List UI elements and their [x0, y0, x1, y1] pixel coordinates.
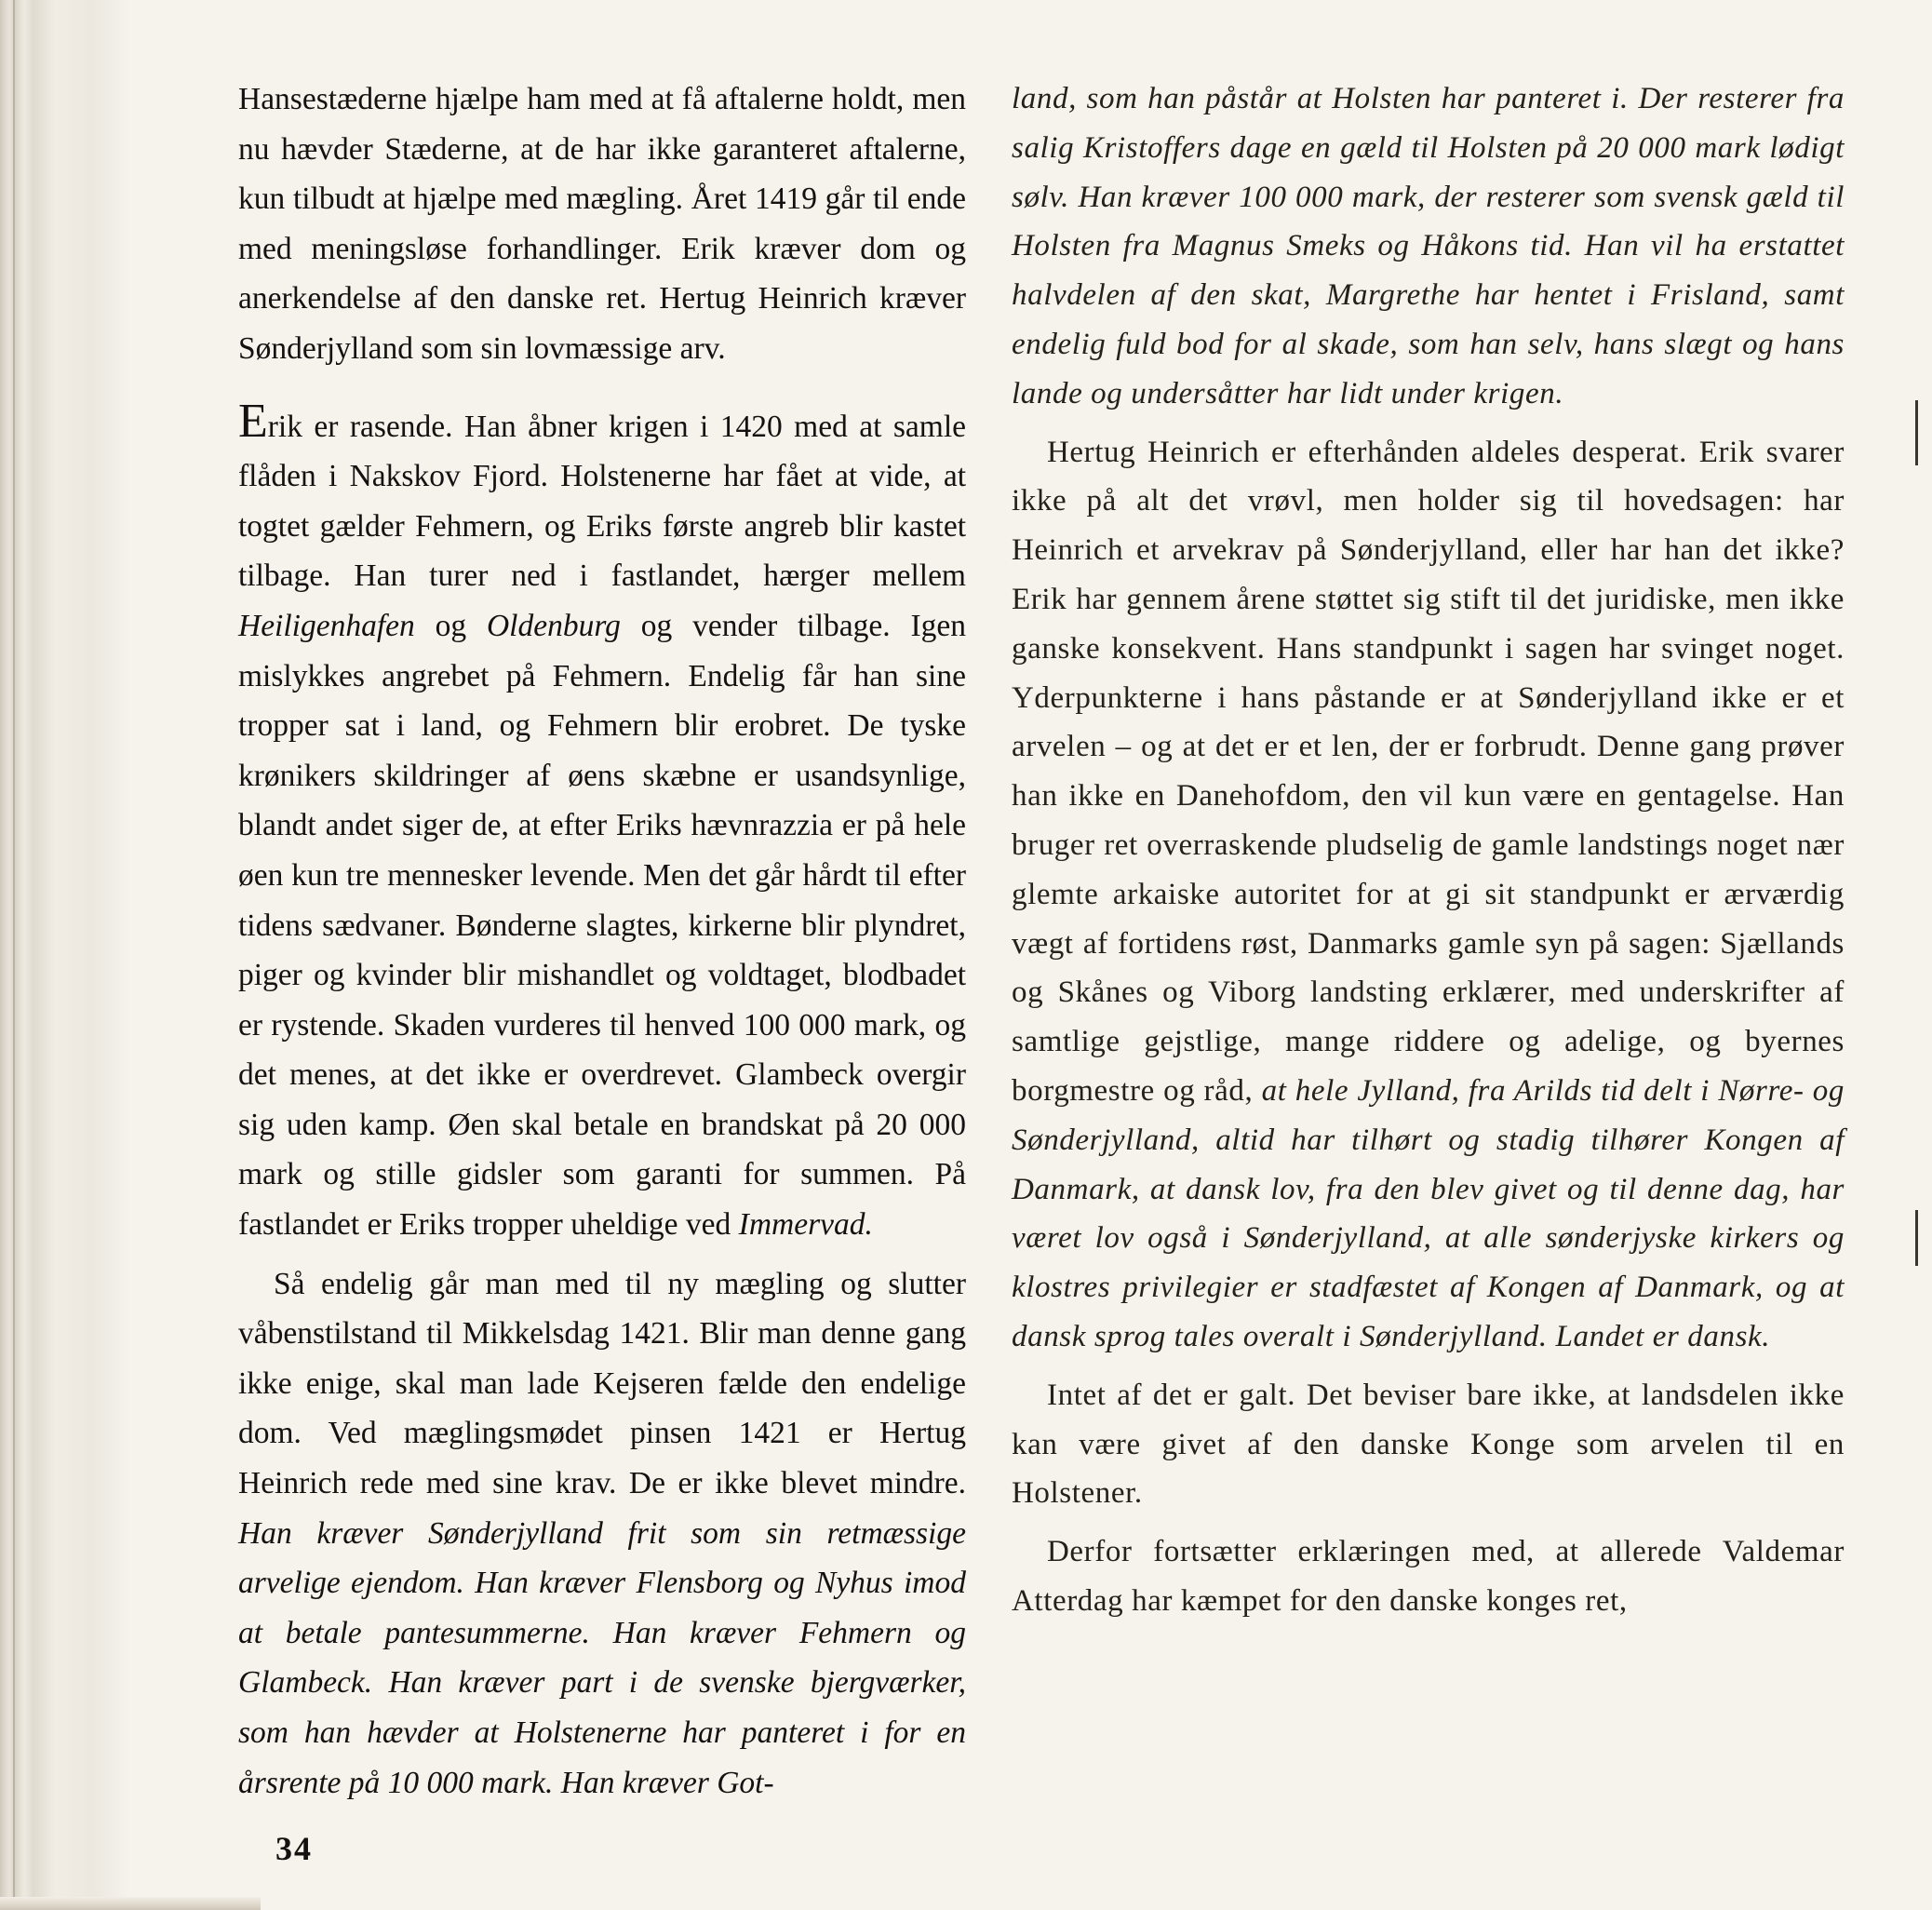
- page-edge-line: [13, 0, 15, 1910]
- page-number: 34: [275, 1830, 313, 1867]
- text-run: Hansestæderne hjælpe ham med at få aftalerne holdt, men nu hævder Stæderne, at de har ikke garanteret aftalerne, kun tilbudt at hjælpe med mægling. Året 1419 går til ende med meningsløse forhandlinger. Erik kræver dom og anerkendelse af den danske ret. Hertug Heinrich kræver Sønderjylland som sin lovmæssige arv.: [238, 82, 966, 366]
- book-page-edge: [0, 0, 130, 1910]
- text-run: Så endelig går man med til ny mægling og slutter våbenstilstand til Mikkelsdag 1421. Blir man denne gang ikke enige, skal man lade Kejseren fælde den endelige dom. Ved mæglingsmødet pinsen 1421 er Hertug Heinrich rede med sine krav. De er ikke blevet mindre.: [238, 1266, 966, 1501]
- text-run: og vender tilbage. Igen mislykkes angrebet på Fehmern. Endelig får han sine tropper sat i land, og Fehmern blir erobret. De tyske krønikers skildringer af øens skæbne er usandsynlige, blandt andet siger de, at efter Eriks hævnrazzia er på hele øen kun tre mennesker levende. Men det går hårdt til efter tidens sædvaner. Bønderne slagtes, kirkerne blir plyndret, piger og kvinder blir mishandlet og voldtaget, blodbadet er rystende. Skaden vurderes til henved 100 000 mark, og det menes, at det ikke er overdrevet. Glambeck overgir sig uden kamp. Øen skal betale en brandskat på 20 000 mark og stille gidsler som garanti for summen. På fastlandet er Eriks tropper uheldige ved: [238, 608, 967, 1243]
- paragraph: [1012, 1371, 1845, 1518]
- italic-text-run: Immervad.: [738, 1207, 873, 1243]
- italic-text-run: land, som han påstår at Holsten har panteret i. Der resterer fra salig Kristoffers dage en gæld til Holsten på 20 000 mark lødigt sølv. Han kræver 100 000 mark, der resterer som svensk gæld til Holsten fra Magnus Smeks og Håkons tid. Han vil ha erstattet halvdelen af den skat, Margrethe har hentet i Frisland, samt endelig fuld bod for al skade, som han selv, hans slægt og hans lande og undersåtter har lidt under krigen.: [1012, 82, 1845, 410]
- text-run: rik er rasende. Han åbner krigen i 1420 med at samle flåden i Nakskov Fjord. Holstenerne har fået at vide, at togtet gælder Fehmern, og Eriks første angreb blir kastet tilbage. Han turer ned i fastlandet, hærger mellem: [238, 409, 966, 594]
- italic-text-run: Heiligenhafen: [238, 608, 415, 643]
- text-run: og: [414, 608, 487, 643]
- paragraph: [1012, 1527, 1845, 1626]
- paragraph: [1012, 428, 1845, 1362]
- binding-mark: [1915, 1210, 1918, 1266]
- binding-mark: [1915, 400, 1918, 465]
- italic-text-run: Oldenburg: [486, 608, 621, 643]
- paragraph: [1012, 74, 1845, 419]
- italic-text-run: Han kræver Sønderjylland frit som sin retmæssige arvelige ejendom. Han kræver Flensborg og Nyhus imod at betale pantesummerne. Han kræver Fehmern og Glambeck. Han kræver part i de svenske bjergværker, som han hævder at Holstenerne har panteret i for en årsrente på 10 000 mark. Han kræver Got-: [238, 1515, 966, 1800]
- text-run: Intet af det er galt. Det beviser bare ikke, at landsdelen ikke kan være givet af den danske Konge som arvelen til en Holstener.: [1012, 1378, 1845, 1511]
- right-page-text: [1012, 74, 1845, 1626]
- italic-text-run: at hele Jylland, fra Arilds tid delt i Nørre- og Sønderjylland, altid har tilhørt og stadig tilhører Kongen af Danmark, at dansk lov, fra den blev givet og til denne dag, har været lov også i Sønderjylland, at alle sønderjyske kirkers og klostres privilegier er stadfæstet af Kongen af Danmark, og at dansk sprog tales overalt i Sønderjylland. Landet er dansk.: [1012, 1073, 1845, 1353]
- text-run: Hertug Heinrich er efterhånden aldeles desperat. Erik svarer ikke på alt det vrøvl, men holder sig til hovedsagen: har Heinrich et arvekrav på Sønderjylland, eller har han det ikke? Erik har gennem årene støttet sig stift til det juridiske, men ikke ganske konsekvent. Hans standpunkt i sagen har svinget noget. Yderpunkterne i hans påstande er at Sønderjylland ikke er et arvelen – og at det er et len, der er forbrudt. Denne gang prøver han ikke en Danehofdom, den vil kun være en gentagelse. Han bruger ret overraskende pludselig de gamle landstings noget nær glemte arkaiske autoritet for at gi sit standpunkt er ærværdig vægt af fortidens røst, Danmarks gamle syn på sagen: Sjællands og Skånes og Viborg landsting erklærer, med underskrifter af samtlige gejstlige, mange riddere og adelige, og byernes borgmestre og råd,: [1012, 435, 1845, 1108]
- paragraph: [238, 74, 966, 374]
- text-run: Derfor fortsætter erklæringen med, at allerede Valdemar Atterdag har kæmpet for den danske konges ret,: [1012, 1535, 1845, 1618]
- left-page-text: [238, 74, 966, 1808]
- paragraph-dropcap: [238, 394, 967, 1250]
- paragraph: [238, 1259, 966, 1809]
- page-stack-shadow: [0, 1897, 261, 1910]
- drop-cap-letter: E: [238, 394, 268, 448]
